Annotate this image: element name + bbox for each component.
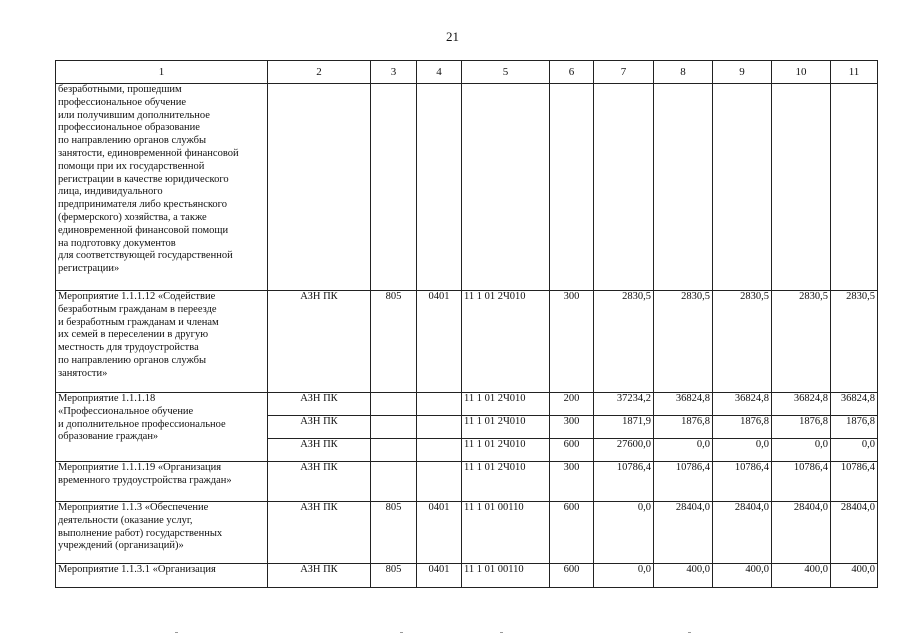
- ministry-code-cell: 805: [371, 502, 417, 564]
- scan-dot: [175, 632, 178, 633]
- name-line: учреждений (организаций)»: [58, 540, 184, 552]
- section-code-cell: [417, 416, 462, 439]
- empty-cell: [713, 84, 772, 291]
- target-code-cell: 11 1 01 2Ч010: [462, 416, 550, 439]
- header-cell: 9: [713, 61, 772, 84]
- name-line: Мероприятие 1.1.1.18: [58, 393, 156, 404]
- header-cell: 6: [550, 61, 594, 84]
- empty-cell: [417, 84, 462, 291]
- name-line: лица, индивидуального: [58, 186, 163, 198]
- amount-cell: 0,0: [713, 439, 772, 462]
- amount-cell: 1876,8: [772, 416, 831, 439]
- amount-cell: 10786,4: [654, 462, 713, 502]
- activity-name-cell: [56, 84, 268, 291]
- target-code-cell: 11 1 01 00110: [462, 502, 550, 564]
- name-line: безработным гражданам в переезде: [58, 303, 217, 315]
- name-line: Мероприятие 1.1.3 «Обеспечение: [58, 502, 209, 513]
- name-line: образование граждан»: [58, 431, 159, 443]
- amount-cell: 400,0: [654, 564, 713, 588]
- ministry-code-cell: 805: [371, 564, 417, 588]
- name-line: помощи при их государственной: [58, 160, 205, 172]
- amount-cell: 10786,4: [831, 462, 878, 502]
- table-row: [56, 393, 878, 416]
- amount-cell: 2830,5: [713, 291, 772, 393]
- amount-cell: 27600,0: [594, 439, 654, 462]
- ministry-code-cell: [371, 416, 417, 439]
- name-line: профессиональное образование: [58, 122, 200, 134]
- name-line: профессиональное обучение: [58, 96, 186, 108]
- amount-cell: 28404,0: [772, 502, 831, 564]
- amount-cell: 28404,0: [654, 502, 713, 564]
- activity-name-cell: [56, 291, 268, 393]
- expense-type-cell: 200: [550, 393, 594, 416]
- table-row: [56, 291, 878, 393]
- name-line: единовременной финансовой помощи: [58, 224, 229, 236]
- section-code-cell: 0401: [417, 291, 462, 393]
- empty-cell: [268, 84, 371, 291]
- section-code-cell: 0401: [417, 564, 462, 588]
- target-code-cell: 11 1 01 2Ч010: [462, 462, 550, 502]
- name-line: их семей в переселении в другую: [58, 329, 209, 341]
- section-code-cell: [417, 393, 462, 416]
- header-cell: 10: [772, 61, 831, 84]
- scan-artifacts: [0, 632, 905, 636]
- expense-type-cell: 300: [550, 462, 594, 502]
- amount-cell: 2830,5: [772, 291, 831, 393]
- target-code-cell: 11 1 01 2Ч010: [462, 291, 550, 393]
- name-line: по направлению органов службы: [58, 354, 207, 366]
- amount-cell: 0,0: [831, 439, 878, 462]
- target-code-cell: 11 1 01 2Ч010: [462, 393, 550, 416]
- activity-name-cell: [56, 462, 268, 502]
- header-cell: 2: [268, 61, 371, 84]
- name-line: по направлению органов службы: [58, 135, 207, 147]
- section-code-cell: 0401: [417, 502, 462, 564]
- administrator-cell: АЗН ПК: [268, 439, 371, 462]
- activity-name-cell: [56, 502, 268, 564]
- name-line: местность для трудоустройства: [58, 342, 199, 354]
- name-line: для соответствующей государственной: [58, 250, 233, 262]
- name-line: и дополнительное профессиональное: [58, 418, 226, 430]
- amount-cell: 28404,0: [831, 502, 878, 564]
- header-cell: 8: [654, 61, 713, 84]
- administrator-cell: АЗН ПК: [268, 564, 371, 588]
- table-row: [56, 502, 878, 564]
- scan-dot: [688, 632, 691, 633]
- table-row: [56, 564, 878, 588]
- expense-type-cell: 600: [550, 439, 594, 462]
- empty-cell: [654, 84, 713, 291]
- name-line: Мероприятие 1.1.1.19 «Организация: [58, 462, 222, 473]
- empty-cell: [371, 84, 417, 291]
- ministry-code-cell: [371, 439, 417, 462]
- budget-table: [55, 60, 878, 588]
- name-line: временного трудоустройства граждан»: [58, 474, 232, 486]
- header-cell: 7: [594, 61, 654, 84]
- amount-cell: 400,0: [831, 564, 878, 588]
- name-line: на подготовку документов: [58, 237, 176, 249]
- header-cell: 1: [56, 61, 268, 84]
- header-cell: 4: [417, 61, 462, 84]
- header-cell: 11: [831, 61, 878, 84]
- amount-cell: 0,0: [772, 439, 831, 462]
- amount-cell: 1876,8: [831, 416, 878, 439]
- amount-cell: 36824,8: [772, 393, 831, 416]
- amount-cell: 10786,4: [594, 462, 654, 502]
- name-line: Мероприятие 1.1.3.1 «Организация: [58, 564, 216, 575]
- expense-type-cell: 300: [550, 291, 594, 393]
- amount-cell: 2830,5: [594, 291, 654, 393]
- amount-cell: 400,0: [713, 564, 772, 588]
- name-line: предпринимателя либо крестьянского: [58, 199, 227, 211]
- amount-cell: 1871,9: [594, 416, 654, 439]
- name-line: занятости, единовременной финансовой: [58, 147, 239, 159]
- amount-cell: 37234,2: [594, 393, 654, 416]
- name-line: занятости»: [58, 367, 108, 379]
- empty-cell: [550, 84, 594, 291]
- administrator-cell: АЗН ПК: [268, 462, 371, 502]
- administrator-cell: АЗН ПК: [268, 502, 371, 564]
- expense-type-cell: 600: [550, 564, 594, 588]
- amount-cell: 36824,8: [654, 393, 713, 416]
- name-line: или получившим дополнительное: [58, 109, 210, 121]
- amount-cell: 0,0: [594, 502, 654, 564]
- name-line: выполнение работ) государственных: [58, 527, 223, 539]
- amount-cell: 2830,5: [654, 291, 713, 393]
- amount-cell: 1876,8: [654, 416, 713, 439]
- target-code-cell: 11 1 01 00110: [462, 564, 550, 588]
- section-code-cell: [417, 462, 462, 502]
- name-line: безработными, прошедшим: [58, 84, 182, 95]
- table-row: [56, 462, 878, 502]
- scan-dot: [500, 632, 503, 633]
- name-line: и безработным гражданам и членам: [58, 316, 219, 328]
- name-line: «Профессиональное обучение: [58, 405, 194, 417]
- empty-cell: [462, 84, 550, 291]
- administrator-cell: АЗН ПК: [268, 291, 371, 393]
- activity-name-cell: [56, 393, 268, 462]
- ministry-code-cell: [371, 393, 417, 416]
- name-line: регистрации»: [58, 263, 120, 275]
- empty-cell: [831, 84, 878, 291]
- activity-name-cell: [56, 564, 268, 588]
- administrator-cell: АЗН ПК: [268, 393, 371, 416]
- header-cell: 3: [371, 61, 417, 84]
- amount-cell: 28404,0: [713, 502, 772, 564]
- amount-cell: 10786,4: [713, 462, 772, 502]
- header-cell: 5: [462, 61, 550, 84]
- ministry-code-cell: 805: [371, 291, 417, 393]
- scan-dot: [400, 632, 403, 633]
- amount-cell: 0,0: [654, 439, 713, 462]
- name-line: регистрации в качестве юридического: [58, 173, 229, 185]
- empty-cell: [594, 84, 654, 291]
- target-code-cell: 11 1 01 2Ч010: [462, 439, 550, 462]
- section-code-cell: [417, 439, 462, 462]
- amount-cell: 400,0: [772, 564, 831, 588]
- name-line: Мероприятие 1.1.1.12 «Содействие: [58, 291, 216, 302]
- ministry-code-cell: [371, 462, 417, 502]
- amount-cell: 1876,8: [713, 416, 772, 439]
- page-number: 21: [446, 29, 459, 44]
- amount-cell: 36824,8: [831, 393, 878, 416]
- amount-cell: 0,0: [594, 564, 654, 588]
- amount-cell: 10786,4: [772, 462, 831, 502]
- name-line: деятельности (оказание услуг,: [58, 514, 193, 526]
- name-line: (фермерского) хозяйства, а также: [58, 211, 207, 223]
- empty-cell: [772, 84, 831, 291]
- expense-type-cell: 600: [550, 502, 594, 564]
- table-row: [56, 84, 878, 291]
- amount-cell: 36824,8: [713, 393, 772, 416]
- expense-type-cell: 300: [550, 416, 594, 439]
- amount-cell: 2830,5: [831, 291, 878, 393]
- administrator-cell: АЗН ПК: [268, 416, 371, 439]
- header-row: [56, 61, 878, 84]
